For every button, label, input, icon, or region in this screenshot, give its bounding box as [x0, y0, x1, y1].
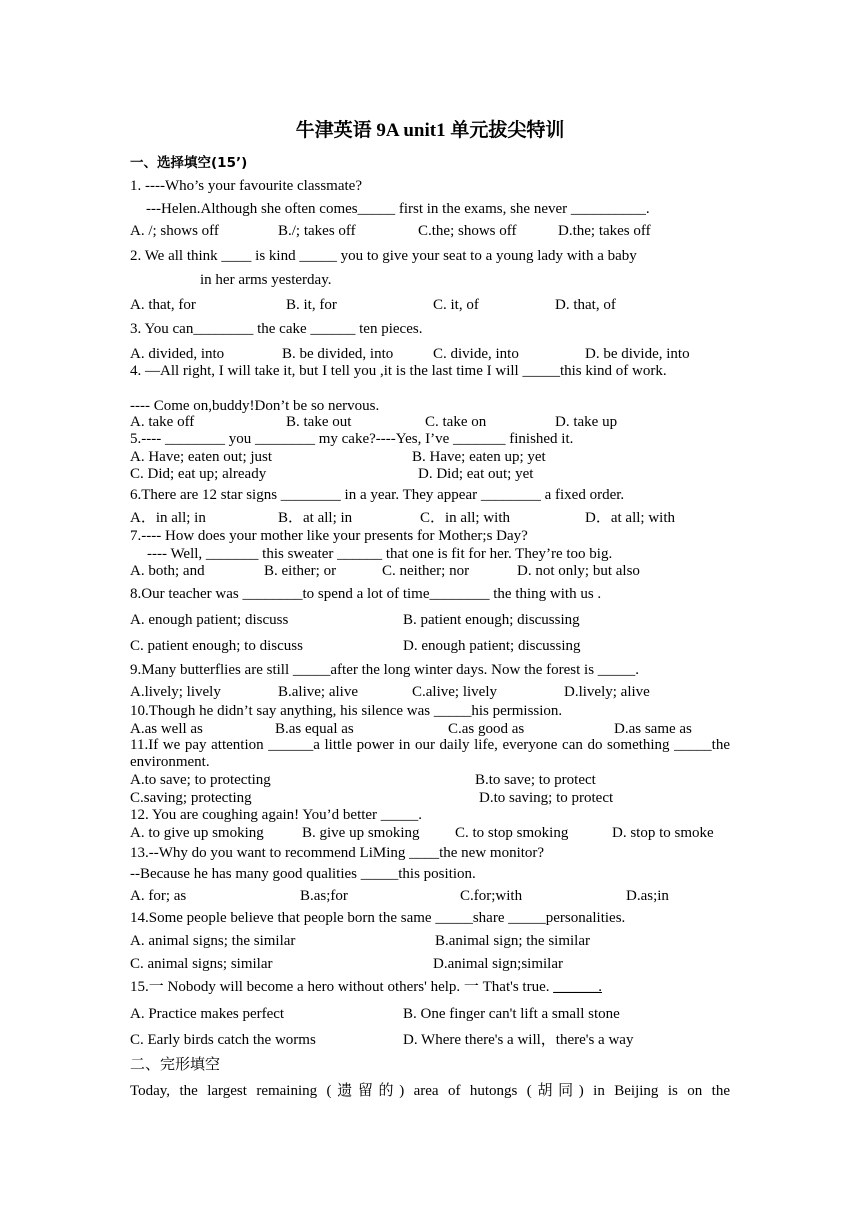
option-c: C. Did; eat up; already — [130, 466, 267, 482]
question-13-stem: 13.--Why do you want to recommend LiMing ____the new monitor? — [130, 845, 545, 861]
option-b: B. either; or — [264, 563, 337, 579]
question-1-stem-line2: ---Helen.Although she often comes_____ first in the exams, she never __________. — [146, 201, 650, 217]
option-d: D. take up — [555, 414, 618, 430]
option-a: A. /; shows off — [130, 223, 219, 239]
question-6-stem: 6.There are 12 star signs ________ in a year. They appear ________ a fixed order. — [130, 487, 625, 503]
option-b: B. patient enough; discussing — [403, 612, 580, 628]
option-a: A. to give up smoking — [130, 825, 264, 841]
option-d: D.lively; alive — [564, 684, 650, 700]
option-d: D. enough patient; discussing — [403, 638, 581, 654]
option-a: A. animal signs; the similar — [130, 933, 296, 949]
option-c: C. to stop smoking — [455, 825, 569, 841]
option-b: B.as;for — [300, 888, 348, 904]
question-15-stem — [130, 978, 730, 996]
option-a: A.as well as — [130, 721, 203, 737]
option-a: A．in all; in — [130, 510, 206, 526]
option-d: D.the; takes off — [558, 223, 651, 239]
option-c: C．in all; with — [420, 510, 511, 526]
question-9-stem: 9.Many butterflies are still _____after the long winter days. Now the forest is _____. — [130, 662, 640, 678]
question-2-stem: 2. We all think ____ is kind _____ you to give your seat to a young lady with a baby — [130, 248, 637, 264]
option-b: B．at all; in — [278, 510, 353, 526]
option-a: A. take off — [130, 414, 195, 430]
question-4-stem-line2: ---- Come on,buddy!Don’t be so nervous. — [130, 398, 380, 414]
option-b: B. give up smoking — [302, 825, 420, 841]
option-c: C. divide, into — [433, 346, 519, 362]
option-c: C. neither; nor — [382, 563, 470, 579]
option-a: A. divided, into — [130, 346, 225, 362]
question-7-stem-line2: ---- Well, _______ this sweater ______ that one is fit for her. They’re too big. — [147, 546, 613, 562]
question-15-text: 15.一 Nobody will become a hero without others' help. 一 That's true. — [130, 979, 550, 995]
option-b: B./; takes off — [278, 223, 356, 239]
option-d: D.as same as — [614, 721, 692, 737]
option-b: B.to save; to protect — [475, 772, 596, 788]
option-b: B. One finger can't lift a small stone — [403, 1006, 620, 1022]
question-10-stem: 10.Though he didn’t say anything, his silence was _____his permission. — [130, 703, 563, 719]
question-13-stem-line2: --Because he has many good qualities _____this position. — [130, 866, 476, 882]
option-a: A. that, for — [130, 297, 196, 313]
option-c: C.the; shows off — [418, 223, 517, 239]
option-d: D.to saving; to protect — [479, 790, 614, 806]
option-d: D. that, of — [555, 297, 616, 313]
option-c: C. take on — [425, 414, 487, 430]
option-a: A. Practice makes perfect — [130, 1006, 285, 1022]
option-a: A.lively; lively — [130, 684, 221, 700]
question-2-stem-line2: in her arms yesterday. — [200, 272, 332, 288]
option-d: D. be divide, into — [585, 346, 690, 362]
option-b: B. it, for — [286, 297, 337, 313]
option-d: D. Where there's a will，there's a way — [403, 1032, 634, 1048]
question-3-stem: 3. You can________ the cake ______ ten pieces. — [130, 321, 423, 337]
question-11-stem: 11.If we pay attention ______a little power in our daily life, everyone can do something _____the environment. — [130, 737, 730, 770]
option-b: B. Have; eaten up; yet — [412, 449, 546, 465]
option-d: D.animal sign;similar — [433, 956, 563, 972]
option-a: A. enough patient; discuss — [130, 612, 289, 628]
question-4-stem: 4. —All right, I will take it, but I tell you ,it is the last time I will _____this kind of work. — [130, 363, 667, 379]
question-14-stem: 14.Some people believe that people born the same _____share _____personalities. — [130, 910, 626, 926]
option-c: C. patient enough; to discuss — [130, 638, 303, 654]
question-12-stem: 12. You are coughing again! You’d better _____. — [130, 807, 423, 823]
option-c: C.as good as — [448, 721, 525, 737]
option-d: D. not only; but also — [517, 563, 640, 579]
option-c: C.saving; protecting — [130, 790, 252, 806]
option-d: D. stop to smoke — [612, 825, 714, 841]
option-a: A. both; and — [130, 563, 205, 579]
option-c: C. it, of — [433, 297, 479, 313]
question-5-stem: 5.---- ________ you ________ my cake?----Yes, I’ve _______ finished it. — [130, 431, 574, 447]
question-1-stem: 1. ----Who’s your favourite classmate? — [130, 178, 362, 194]
option-a: A. for; as — [130, 888, 187, 904]
passage-first-line: Today, the largest remaining (遗留的) area of hutongs (胡同) in Beijing is on the — [130, 1083, 730, 1099]
option-d: D．at all; with — [585, 510, 675, 526]
option-b: B. take out — [286, 414, 352, 430]
option-a: A. Have; eaten out; just — [130, 449, 273, 465]
option-c: C.for;with — [460, 888, 523, 904]
section-heading-choice: 一、选择填空(15’) — [130, 155, 248, 171]
section-heading-cloze: 二、完形填空 — [130, 1055, 221, 1073]
option-c: C.alive; lively — [412, 684, 497, 700]
option-b: B.alive; alive — [278, 684, 358, 700]
option-c: C. Early birds catch the worms — [130, 1032, 316, 1048]
option-b: B.as equal as — [275, 721, 354, 737]
option-a: A.to save; to protecting — [130, 772, 271, 788]
option-b: B. be divided, into — [282, 346, 394, 362]
answer-blank: ______. — [553, 979, 602, 995]
option-c: C. animal signs; similar — [130, 956, 273, 972]
option-b: B.animal sign; the similar — [435, 933, 590, 949]
option-d: D.as;in — [626, 888, 669, 904]
option-d: D. Did; eat out; yet — [418, 466, 534, 482]
question-7-stem: 7.---- How does your mother like your presents for Mother;s Day? — [130, 528, 528, 544]
page-title: 牛津英语 9A unit1 单元拔尖特训 — [295, 120, 565, 141]
question-8-stem: 8.Our teacher was ________to spend a lot of time________ the thing with us . — [130, 586, 602, 602]
